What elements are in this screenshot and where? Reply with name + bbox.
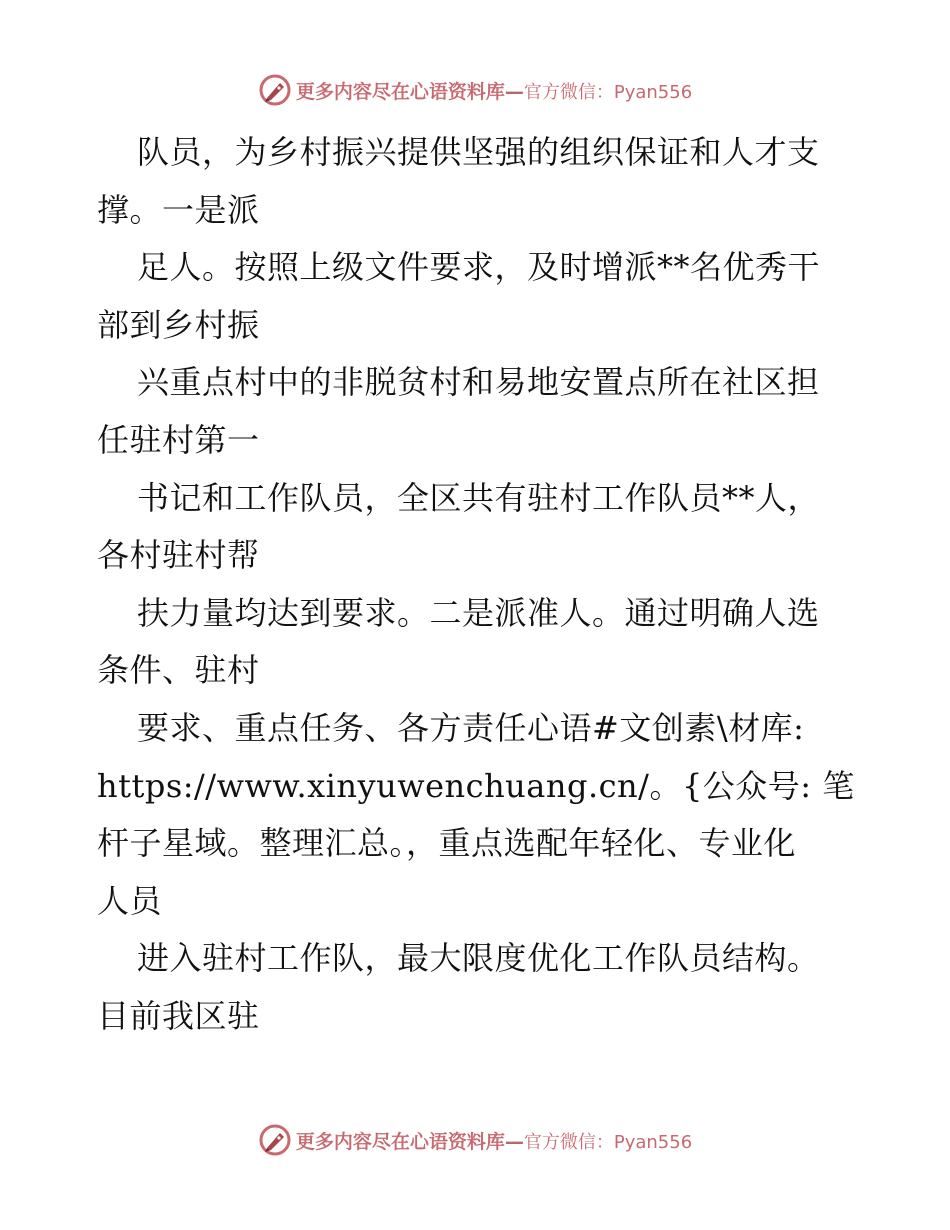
text-line: 队员，为乡村振兴提供坚强的组织保证和人才支 <box>137 133 820 171</box>
text-line: 撑。一是派 <box>97 190 260 229</box>
document-body <box>97 124 857 1046</box>
text-line: https://www.xinyuwenchuang.cn/。{公众号: 笔 <box>97 766 855 805</box>
text-line: 足人。按照上级文件要求，及时增派**名优秀干 <box>137 248 821 287</box>
banner-wechat-text: 官方微信：Pyan556 <box>523 1131 693 1153</box>
text-line: 扶力量均达到要求。二是派准人。通过明确人选 <box>137 593 820 632</box>
text-line: 书记和工作队员，全区共有驻村工作队员**人， <box>137 478 821 517</box>
text-line: 部到乡村振 <box>97 305 260 344</box>
pen-nib-logo-icon <box>258 1123 292 1157</box>
text-line: 目前我区驻 <box>97 996 260 1035</box>
banner-separator: — <box>504 1130 524 1153</box>
header-watermark-banner <box>0 70 950 110</box>
footer-watermark-banner <box>0 1120 950 1160</box>
text-line: 兴重点村中的非脱贫村和易地安置点所在社区担 <box>137 363 820 402</box>
text-line: 条件、驻村 <box>97 651 260 690</box>
text-line: 进入驻村工作队，最大限度优化工作队员结构。 <box>137 939 820 978</box>
banner-separator: — <box>504 80 524 103</box>
text-line: 任驻村第一 <box>97 420 260 459</box>
banner-main-text: 更多内容尽在心语资料库 <box>295 1130 505 1153</box>
text-line: 杆子星域。整理汇总。，重点选配年轻化、专业化 <box>97 824 797 863</box>
text-line: 要求、重点任务、各方责任心语#文创素\材库: <box>137 708 805 747</box>
pen-nib-logo-icon <box>258 73 292 107</box>
banner-main-text: 更多内容尽在心语资料库 <box>295 80 505 103</box>
banner-wechat-text: 官方微信：Pyan556 <box>523 81 693 103</box>
text-line: 各村驻村帮 <box>97 536 260 575</box>
text-line: 人员 <box>97 881 163 920</box>
